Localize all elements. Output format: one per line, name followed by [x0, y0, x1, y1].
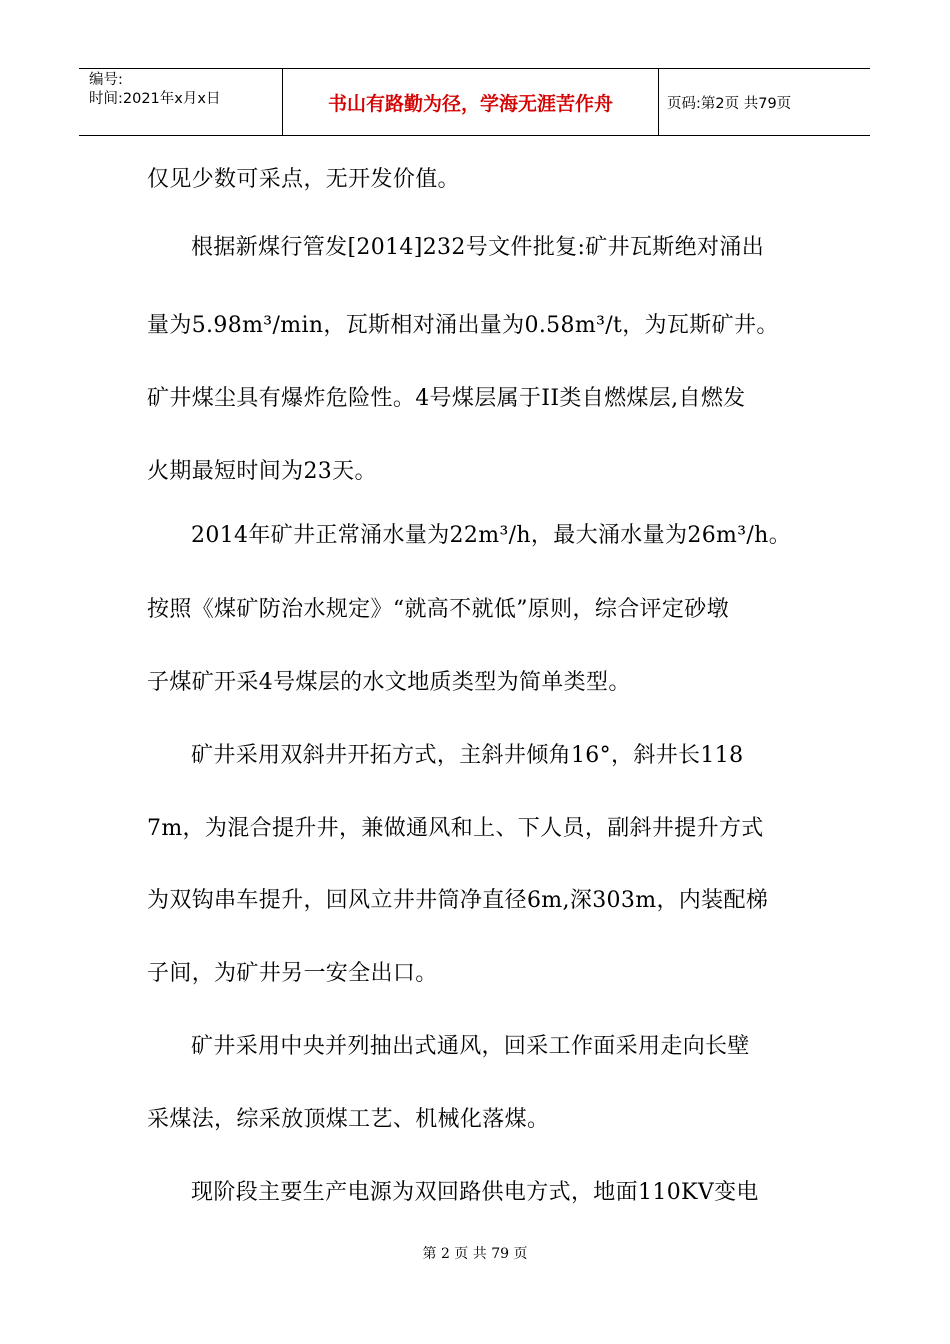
page-header [79, 68, 870, 136]
paragraph-line: 矿井采用双斜井开拓方式，主斜井倾角16°，斜井长118 [191, 743, 744, 768]
paragraph-line: 2014年矿井正常涌水量为22m³/h，最大涌水量为26m³/h。 [191, 523, 792, 548]
header-meta [79, 69, 283, 135]
paragraph-line: 子间，为矿井另一安全出口。 [147, 961, 438, 986]
header-motto: 书山有路勤为径，学海无涯苦作舟 [283, 69, 659, 135]
paragraph-line: 按照《煤矿防治水规定》“就高不就低”原则，综合评定砂墩 [147, 597, 729, 622]
page-footer: 第 2 页 共 79 页 [422, 1246, 528, 1262]
paragraph-line: 为双钩串车提升，回风立井井筒净直径6m,深303m，内装配梯 [147, 888, 769, 913]
header-page-info: 页码:第2页 共79页 [667, 95, 792, 112]
paragraph-line: 现阶段主要生产电源为双回路供电方式，地面110KV变电 [191, 1180, 759, 1205]
paragraph-line: 根据新煤行管发[2014]232号文件批复:矿井瓦斯绝对涌出 [191, 235, 765, 260]
paragraph-line: 矿井煤尘具有爆炸危险性。4号煤层属于II类自燃煤层,自燃发 [147, 386, 746, 411]
paragraph-line: 仅见少数可采点，无开发价值。 [147, 167, 460, 192]
number-label: 编号: [89, 72, 123, 88]
paragraph-line: 采煤法，综采放顶煤工艺、机械化落煤。 [147, 1107, 550, 1132]
paragraph-line: 矿井采用中央并列抽出式通风，回采工作面采用走向长壁 [191, 1034, 750, 1059]
paragraph-line: 量为5.98m³/min，瓦斯相对涌出量为0.58m³/t，为瓦斯矿井。 [147, 313, 779, 338]
paragraph-line: 火期最短时间为23天。 [147, 459, 377, 484]
paragraph-line: 子煤矿开采4号煤层的水文地质类型为简单类型。 [147, 670, 631, 695]
paragraph-line: 7m，为混合提升井，兼做通风和上、下人员，副斜井提升方式 [147, 816, 764, 841]
time-label: 时间:2021年x月x日 [89, 91, 221, 107]
